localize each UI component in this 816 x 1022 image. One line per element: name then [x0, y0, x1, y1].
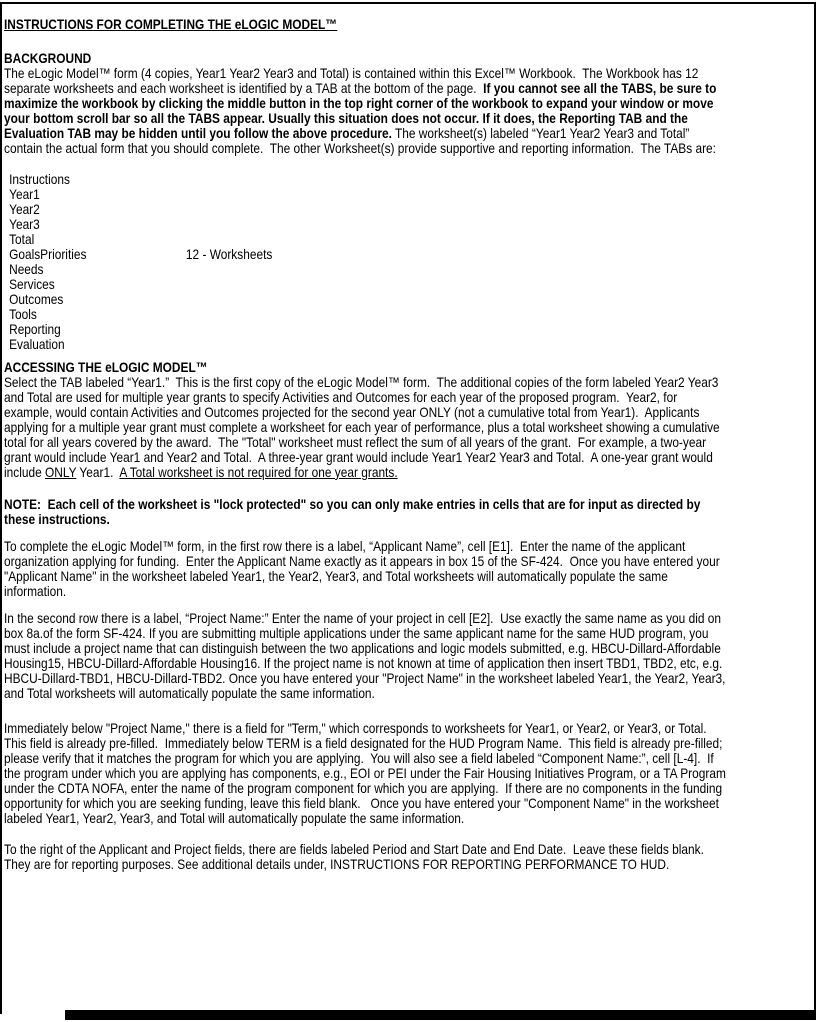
text-segment: If you cannot see all the TABS, be sure to — [483, 80, 717, 96]
tab-list-item-label: Tools — [9, 306, 37, 322]
text-segment: grant would include Year1 and Year2 and Total. A three-year grant would include Year1 Year2 Year3 and Total. A one-year grant would — [4, 449, 713, 465]
text-line — [4, 390, 812, 405]
text-line — [4, 375, 812, 390]
text-segment: NOTE: Each cell of the worksheet is "lock protected" so you can only make entries in cells that are for input as directed by — [4, 496, 701, 512]
text-segment: include — [4, 464, 46, 480]
applicant-paragraph — [4, 539, 812, 599]
document-title: INSTRUCTIONS FOR COMPLETING THE eLOGIC MODEL™ — [4, 16, 338, 32]
tab-list-item — [9, 262, 811, 277]
text-segment: maximize the workbook by clicking the middle button in the top right corner of the workbook to expand your window or move — [4, 95, 714, 111]
text-segment: A Total worksheet is not required for one year grants. — [119, 464, 398, 480]
text-segment: contain the actual form that you should complete. The other Worksheet(s) provide supportive and reporting information. The TABs are: — [4, 140, 716, 156]
text-segment: ACCESSING THE eLOGIC MODEL™ — [4, 359, 208, 375]
tab-list-item-label: Year3 — [9, 216, 40, 232]
sheet-bottom-divider — [65, 1010, 816, 1020]
text-segment: your bottom scroll bar so all the TABS appear. Usually this situation does not occur. If it does, the Reporting TAB and the — [4, 110, 688, 126]
tab-list-item — [9, 307, 811, 322]
text-line — [4, 584, 812, 599]
tab-list-item — [9, 217, 811, 232]
text-segment: under the CDTA NOFA, enter the name of the program component for which you are applying. If there are no components in the funding — [4, 780, 723, 796]
text-line — [4, 435, 812, 450]
text-line — [4, 66, 812, 81]
text-segment: applying for a multiple year grant must complete a worksheet for each year of performance, plus a total worksheet showing a cumulative — [4, 419, 720, 435]
text-segment: "Applicant Name" in the worksheet labeled Year1, the Year2, Year3, and Total worksheets will automatically populate the same — [4, 568, 668, 584]
accessing-section — [4, 360, 812, 480]
text-segment: the program under which you are applying has components, e.g., EOI or PEI under the Fair Housing Initiatives Program, or a TA Program — [4, 765, 726, 781]
text-segment: In the second row there is a label, “Project Name:” Enter the name of your project in cell [E2]. Use exactly the same name as you did on — [4, 610, 722, 626]
tab-list-item-label: Total — [9, 231, 35, 247]
text-segment: Housing15, HBCU-Dillard-Affordable Housing16. If the project name is not known at time of application then insert TBD1, TBD2, etc, e.g. — [4, 655, 723, 671]
text-segment: This field is already pre-filled. Immediately below TERM is a field designated for the HUD Program Name. This field is already pre-filled; — [4, 735, 723, 751]
tab-list-item-label: Outcomes — [9, 291, 64, 307]
text-line — [4, 811, 812, 826]
worksheet-count-note: 12 - Worksheets — [185, 246, 273, 262]
text-line — [4, 842, 812, 857]
text-segment: Evaluation TAB may be hidden until you follow the above procedure. — [4, 125, 392, 141]
text-line — [4, 781, 812, 796]
text-segment: To complete the eLogic Model™ form, in the first row there is a label, “Applicant Name”, cell [E1]. Enter the name of the applicant — [4, 538, 686, 554]
text-segment: The eLogic Model™ form (4 copies, Year1 Year2 Year3 and Total) is contained within this Excel™ Workbook. The Workbook has 12 — [4, 65, 699, 81]
text-line — [4, 360, 812, 375]
text-line — [4, 554, 812, 569]
text-segment: Year1. — [76, 464, 120, 480]
text-line — [4, 51, 812, 66]
tab-list-item — [9, 337, 811, 352]
text-line — [4, 450, 812, 465]
tab-list-item-label: Reporting — [9, 321, 61, 337]
text-line — [4, 686, 812, 701]
text-line — [4, 465, 812, 480]
text-line — [4, 512, 812, 527]
text-segment: and Total worksheets will automatically populate the same information. — [4, 685, 375, 701]
tab-list-item — [9, 292, 811, 307]
text-line — [4, 111, 812, 126]
text-segment: example, would contain Activities and Outcomes projected for the second year ONLY (not a cumulative total from Year1). Applicants — [4, 404, 700, 420]
text-segment: They are for reporting purposes. See additional details under, INSTRUCTIONS FOR REPORTING PERFORMANCE TO HUD. — [4, 856, 670, 872]
tab-list-item — [9, 172, 811, 187]
tab-list-item-label: Year2 — [9, 201, 40, 217]
text-segment: The worksheet(s) labeled “Year1 Year2 Year3 and Total” — [391, 125, 690, 141]
tab-list-item-label: GoalsPriorities — [9, 246, 87, 262]
text-segment: organization applying for funding. Enter the Applicant Name exactly as it appears in box 15 of the SF-424. Once you have entered your — [4, 553, 720, 569]
project-paragraph — [4, 611, 812, 701]
text-line — [4, 641, 812, 656]
tab-list-item — [9, 322, 811, 337]
text-line — [4, 721, 812, 736]
term-paragraph — [4, 721, 812, 826]
text-line — [4, 626, 812, 641]
period-paragraph — [4, 842, 812, 872]
text-line — [4, 420, 812, 435]
text-line — [4, 611, 812, 626]
tab-list-item-label: Needs — [9, 261, 44, 277]
text-line — [4, 766, 812, 781]
text-line — [4, 796, 812, 811]
text-line — [4, 656, 812, 671]
tab-list-item — [9, 187, 811, 202]
document-content — [4, 0, 812, 872]
text-line — [4, 751, 812, 766]
background-section — [4, 51, 812, 156]
text-segment: HBCU-Dillard-TBD1, HBCU-Dillard-TBD2. Once you have entered your "Project Name" in the worksheet labeled Year1, the Year2, Year3, — [4, 670, 726, 686]
text-line — [4, 671, 812, 686]
text-line — [4, 141, 812, 156]
tab-list-item-label: Year1 — [9, 186, 40, 202]
text-segment: box 8a.of the form SF-424. If you are submitting multiple applications under the same applicant name for the same HUD program, you — [4, 625, 709, 641]
text-line — [4, 126, 812, 141]
text-line — [4, 857, 812, 872]
text-segment: To the right of the Applicant and Project fields, there are fields labeled Period and Start Date and End Date. Leave these fields blank. — [4, 841, 704, 857]
text-segment: please verify that it matches the program for which you are applying. You will also see a field labeled “Component Name:”, cell [L-4]. If — [4, 750, 714, 766]
text-segment: must include a project name that can distinguish between the two applications and logic models submitted, e.g. HBCU-Dillard-Affordable — [4, 640, 721, 656]
tab-list-item-label: Services — [9, 276, 55, 292]
text-line — [4, 539, 812, 554]
text-segment: BACKGROUND — [4, 50, 92, 66]
tab-list-item — [9, 202, 811, 217]
tab-list-item — [9, 247, 811, 262]
tab-list-item — [9, 232, 811, 247]
text-line — [4, 497, 812, 512]
text-segment: separate worksheets and each worksheet is identified by a TAB at the bottom of the page. — [4, 80, 484, 96]
text-segment: labeled Year1, Year2, Year3, and Total will automatically populate the same information. — [4, 810, 465, 826]
text-segment: ONLY — [45, 464, 77, 480]
text-line — [4, 96, 812, 111]
tab-list-item-label: Evaluation — [9, 336, 65, 352]
text-segment: these instructions. — [4, 511, 110, 527]
text-line — [4, 736, 812, 751]
text-segment: Immediately below "Project Name," there is a field for "Term," which corresponds to worksheets for Year1, or Year2, or Year3, or Total. — [4, 720, 707, 736]
text-line — [4, 569, 812, 584]
text-segment: opportunity for which you are seeking funding, leave this field blank. Once you have entered your "Component Name" in the worksheet — [4, 795, 719, 811]
text-segment: total for all years covered by the award. The "Total" worksheet must reflect the sum of all years of the grant. For example, a two-year — [4, 434, 707, 450]
tab-list-item — [9, 277, 811, 292]
text-segment: and Total are used for multiple year grants to specify Activities and Outcomes for each year of the proposed program. Year2, for — [4, 389, 678, 405]
text-segment: Select the TAB labeled “Year1.” This is the first copy of the eLogic Model™ form. The additional copies of the form labeled Year2 Year3 — [4, 374, 719, 390]
tabs-list — [9, 172, 811, 352]
note-paragraph — [4, 497, 812, 527]
text-line — [4, 405, 812, 420]
text-line — [4, 81, 812, 96]
text-segment: information. — [4, 583, 67, 599]
tab-list-item-label: Instructions — [9, 171, 70, 187]
